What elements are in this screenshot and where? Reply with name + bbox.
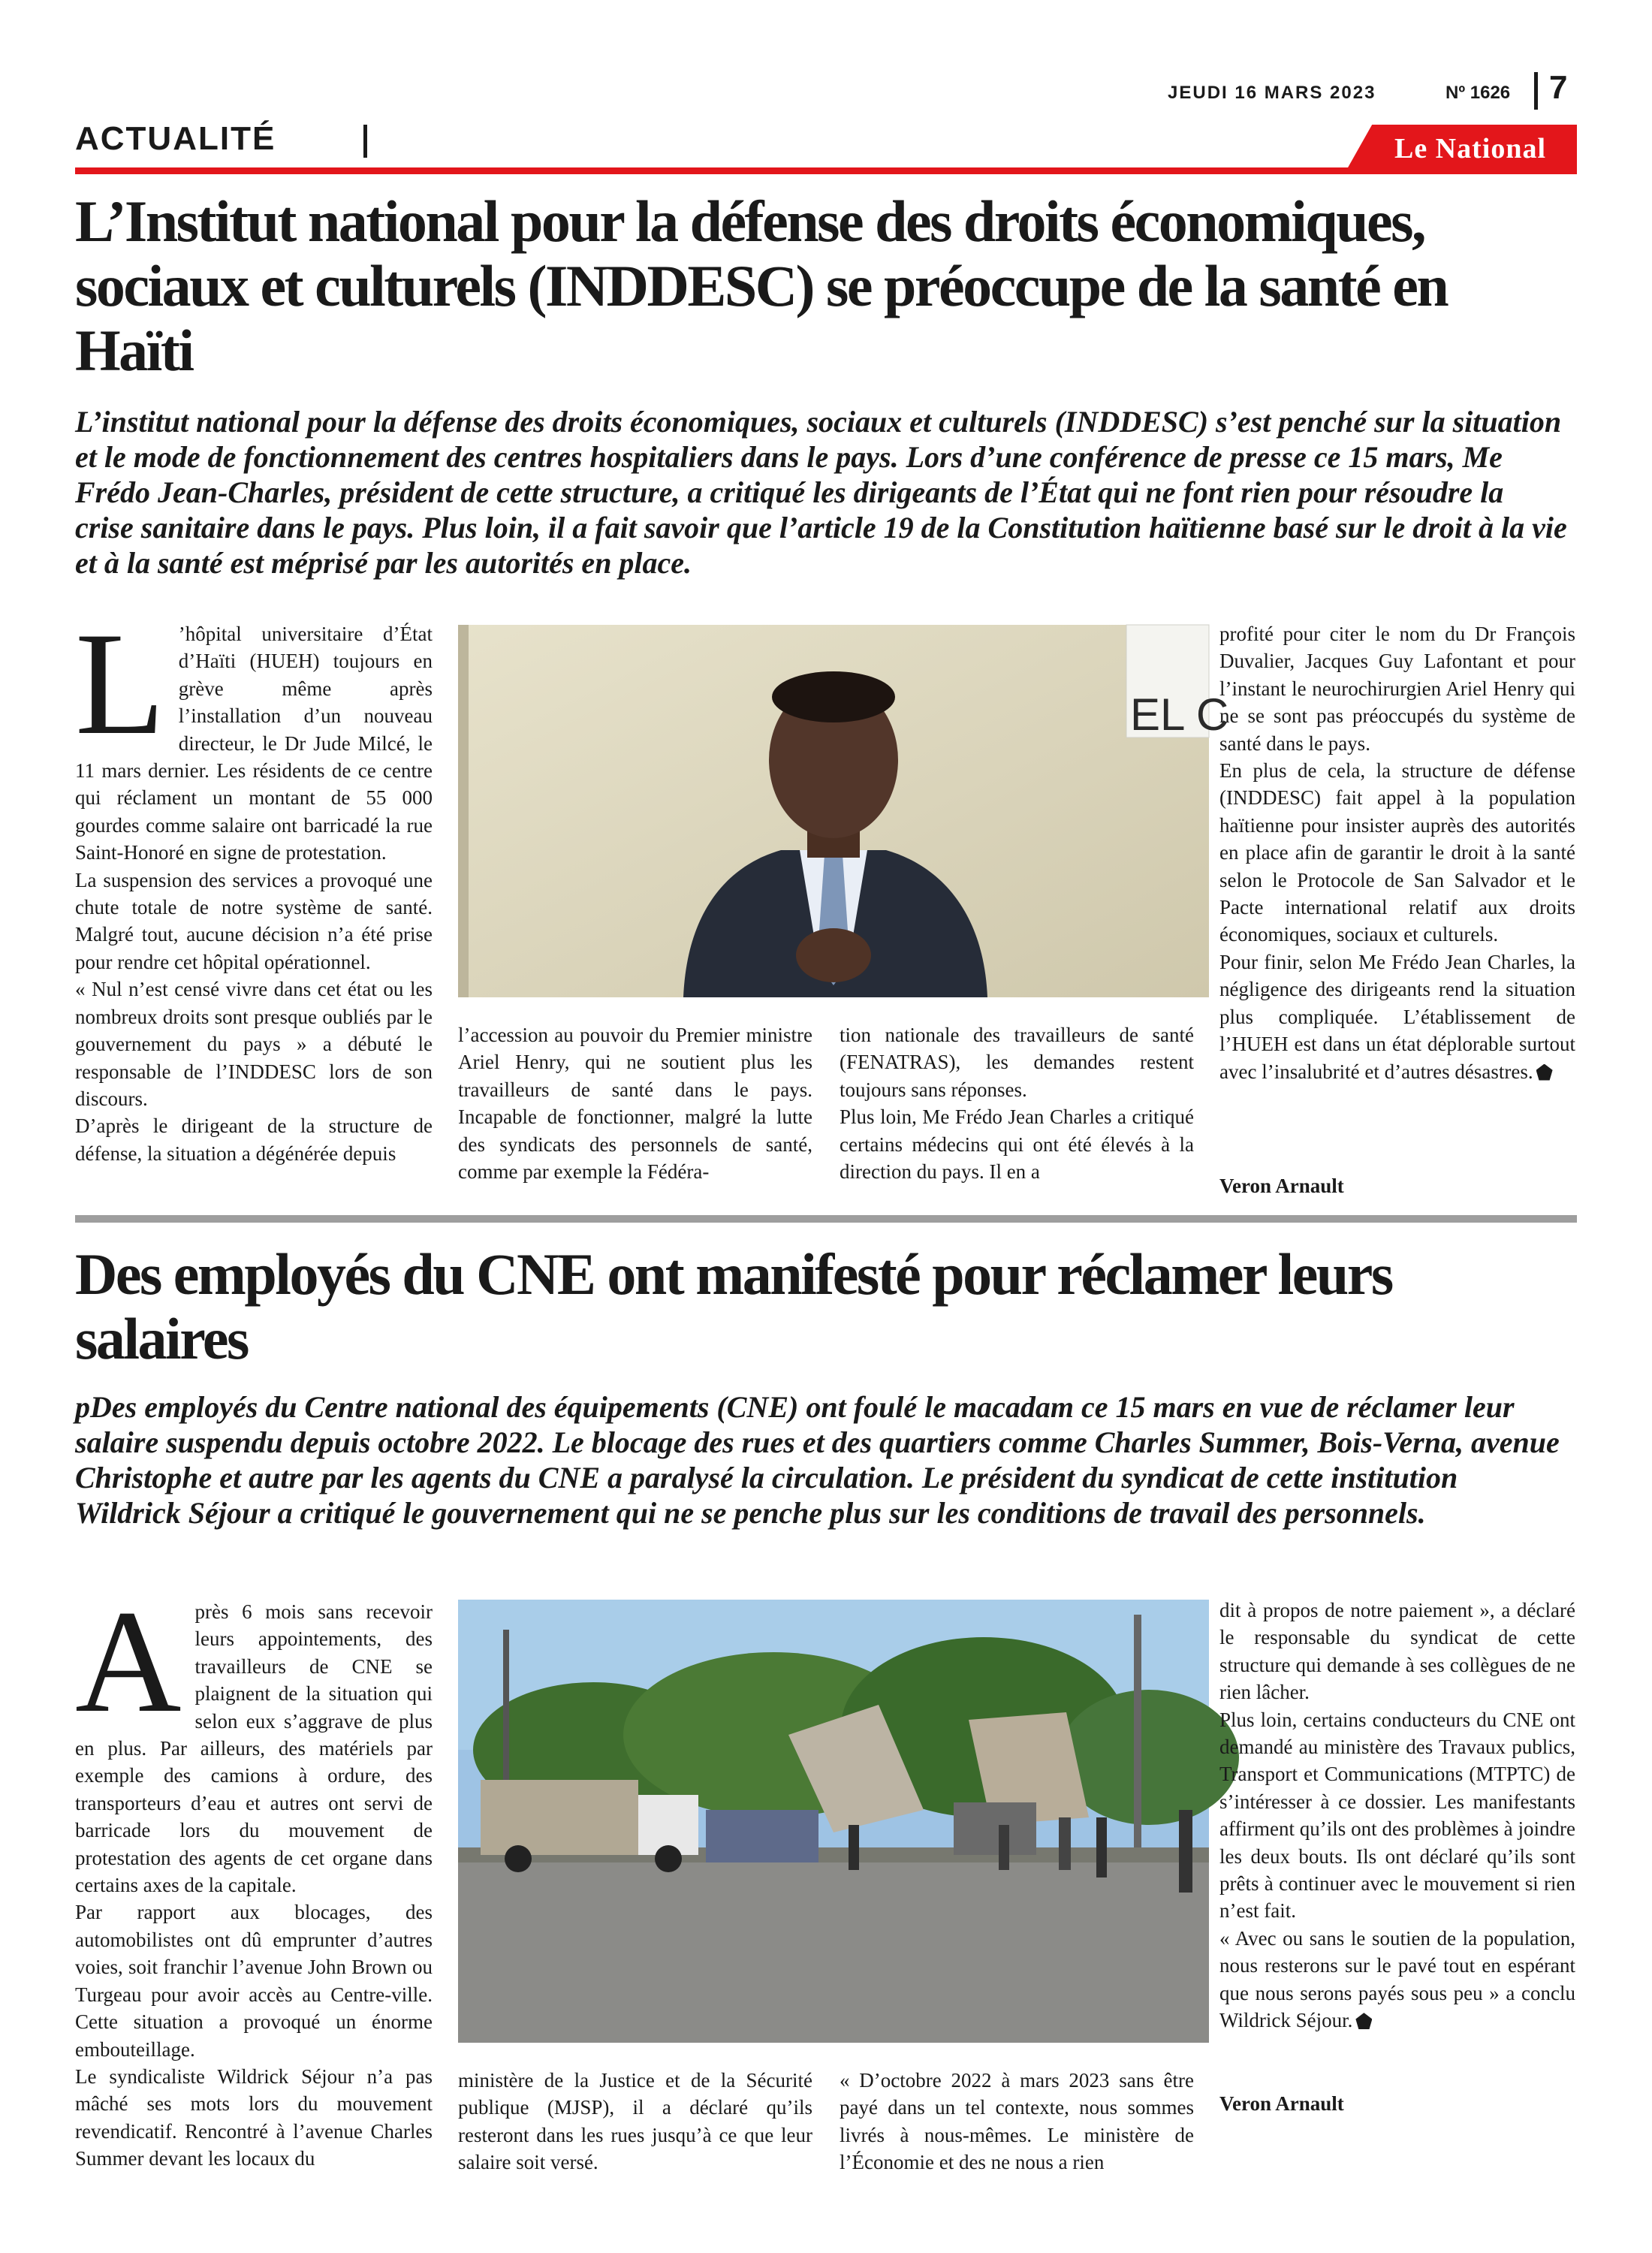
article1-column-2	[458, 1021, 812, 1185]
article2-column-4	[1219, 1597, 1575, 2034]
paragraph: Le syndicaliste Wildrick Séjour n’a pas mâché ses mots lors du mouvement revendicatif. Rencontré à l’avenue Charles Summer devant les locaux du	[75, 2064, 433, 2170]
article1-photo	[458, 625, 1229, 997]
paragraph: En plus de cela, la structure de défense (INDDESC) fait appel à la population haïtienne pour insister auprès des autorités en place afin de garantir le droit à la santé selon le Protocole de San Salvador et le Pacte international relatif aux droits économiques, sociaux et culturels.	[1219, 759, 1575, 946]
end-mark-icon	[1355, 2013, 1372, 2029]
article2-lede: pDes employés du Centre national des équipements (CNE) ont foulé le macadam ce 15 mars en vue de réclamer leur salaire suspendu depuis octobre 2022. Le blocage des rues et des quartiers comme Charles Summer, Bois-Verna, avenue Christophe et autre par les agents du CNE a paralysé la circulation. Le président du syndicat de cette institution Wildrick Séjour a critiqué le gouvernement qui ne se penche plus sur les conditions de travail des personnels.	[75, 1390, 1560, 1530]
issue-number: Nº 1626	[1446, 83, 1511, 103]
paragraph: tion nationale des travailleurs de santé (FENATRAS), les demandes restent toujours sans réponses.	[840, 1024, 1194, 1101]
article1-headline: L’Institut national pour la défense des droits économiques, sociaux et culturels (INDDESC) se préoccupe de la santé en Haïti	[75, 189, 1448, 383]
paragraph: D’après le dirigeant de la structure de défense, la situation a dégénérée depuis	[75, 1114, 433, 1165]
article1-column-4	[1219, 620, 1575, 1085]
article2-column-2	[458, 2067, 812, 2176]
article2-headline: Des employés du CNE ont manifesté pour réclamer leurs salaires	[75, 1241, 1392, 1371]
paragraph	[1219, 949, 1575, 1085]
paragraph: dit à propos de notre paiement », a déclaré le responsable du syndicat de cette structure qui demande à ses collègues de ne rien lâcher.	[1219, 1599, 1575, 1704]
article1-byline: Veron Arnault	[1219, 1175, 1344, 1197]
dropcap: L	[75, 602, 165, 765]
article2-photo	[458, 1600, 1209, 2043]
header-divider	[1534, 72, 1538, 110]
article1-column-1	[75, 602, 433, 1167]
paragraph: profité pour citer le nom du Dr François Duvalier, Jacques Guy Lafontant et pour l’instant le neurochirurgien Ariel Henry qui ne se sont pas préoccupés du système de santé dans le pays.	[1219, 623, 1575, 755]
paragraph-text: Pour finir, selon Me Frédo Jean Charles, la négligence des dirigeants rend la situation plus compliquée. L’établissement de l’HUEH est dans un état déplorable surtout avec l’insalubrité et d’autres désastres.	[1219, 950, 1575, 1083]
sign-text: EL C	[1130, 689, 1229, 740]
section-label: ACTUALITÉ	[75, 120, 276, 157]
end-mark-icon	[1536, 1064, 1553, 1081]
speaker-photo-illustration	[458, 625, 1229, 997]
paragraph: « D’octobre 2022 à mars 2023 sans être payé dans un tel contexte, nous sommes livrés à nous-mêmes. Le ministère de l’Économie et des ne nous a rien	[840, 2069, 1194, 2174]
paragraph-text: « Avec ou sans le soutien de la population, nous resterons sur le pavé tout en espérant que nous serons payés sous peu » a conclu Wildrick Séjour.	[1219, 1926, 1575, 2032]
issue-date: JEUDI 16 MARS 2023	[1168, 83, 1376, 103]
paragraph: Par rapport aux blocages, des automobilistes ont dû emprunter d’autres voies, soit franchir l’avenue John Brown ou Turgeau pour avoir accès au Centre-ville. Cette situation a provoqué un énorme embouteillage.	[75, 1901, 433, 2061]
article2-column-3	[840, 2067, 1194, 2176]
paragraph: près 6 mois sans recevoir leurs appointements, des travailleurs de CNE se plaignent de la situation qui selon eux s’aggrave de plus en plus. Par ailleurs, des matériels par exemple des camions à ordure, des transporteurs d’eau et autres ont servi de barricade lors du mouvement de protestation des agents de cet organe dans certains axes de la capitale.	[75, 1600, 433, 1897]
street-photo-illustration	[458, 1600, 1209, 2043]
article1-lede: L’institut national pour la défense des droits économiques, sociaux et culturels (INDDESC) s’est penché sur la situation et le mode de fonctionnement des centres hospitaliers dans le pays. Lors d’une conférence de presse ce 15 mars, Me Frédo Jean-Charles, président de cette structure, a critiqué les dirigeants de l’État qui ne font rien pour résoudre la crise sanitaire dans le pays. Plus loin, il a fait savoir que l’article 19 de la Constitution haïtienne basé sur le droit à la vie et à la santé est méprisé par les autorités en place.	[75, 405, 1567, 580]
paragraph: « Nul n’est censé vivre dans cet état ou les nombreux droits sont presque oubliés par le gouvernement du pays » a débuté le responsable de l’INDDESC lors de son discours.	[75, 978, 433, 1110]
section-divider	[363, 125, 367, 158]
paragraph: Plus loin, certains conducteurs du CNE ont demandé au ministère des Travaux publics, Transport et Communications (MTPTC) de s’intéresser à ce dossier. Les manifestants affirment qu’ils ont des problèmes à joindre les deux bouts. Ils ont déclaré qu’ils sont prêts à continuer avec le mouvement si rien n’est fait.	[1219, 1708, 1575, 1923]
paragraph: Plus loin, Me Frédo Jean Charles a critiqué certains médecins qui ont été élevés à la direction du pays. Il en a	[840, 1105, 1194, 1184]
paragraph	[1219, 1925, 1575, 2034]
article2-byline: Veron Arnault	[1219, 2092, 1344, 2115]
paragraph: La suspension des services a provoqué une chute totale de notre système de santé. Malgré tout, aucune décision n’a été prise pour rendre cet hôpital opérationnel.	[75, 868, 433, 973]
dropcap: A	[75, 1580, 182, 1743]
article1-column-3	[840, 1021, 1194, 1185]
article2-column-1	[75, 1580, 433, 2173]
paragraph: ’hôpital universitaire d’État d’Haïti (HUEH) toujours en grève même après l’installation d’un nouveau directeur, le Dr Jude Milcé, le 11 mars dernier. Les résidents de ce centre qui réclament un montant de 55 000 gourdes comme salaire ont barricadé la rue Saint-Honoré en signe de protestation.	[75, 623, 433, 864]
article-separator	[75, 1215, 1577, 1223]
brand-name: Le National	[1394, 133, 1547, 164]
paragraph: ministère de la Justice et de la Sécurité publique (MJSP), il a déclaré qu’ils resteront dans les rues jusqu’à ce que leur salaire soit versé.	[458, 2069, 812, 2174]
paragraph: l’accession au pouvoir du Premier ministre Ariel Henry, qui ne soutient plus les travailleurs de santé dans le pays. Incapable de fonctionner, malgré la lutte des syndicats des personnels de santé, comme par exemple la Fédéra-	[458, 1024, 812, 1184]
page-number: 7	[1549, 69, 1568, 106]
